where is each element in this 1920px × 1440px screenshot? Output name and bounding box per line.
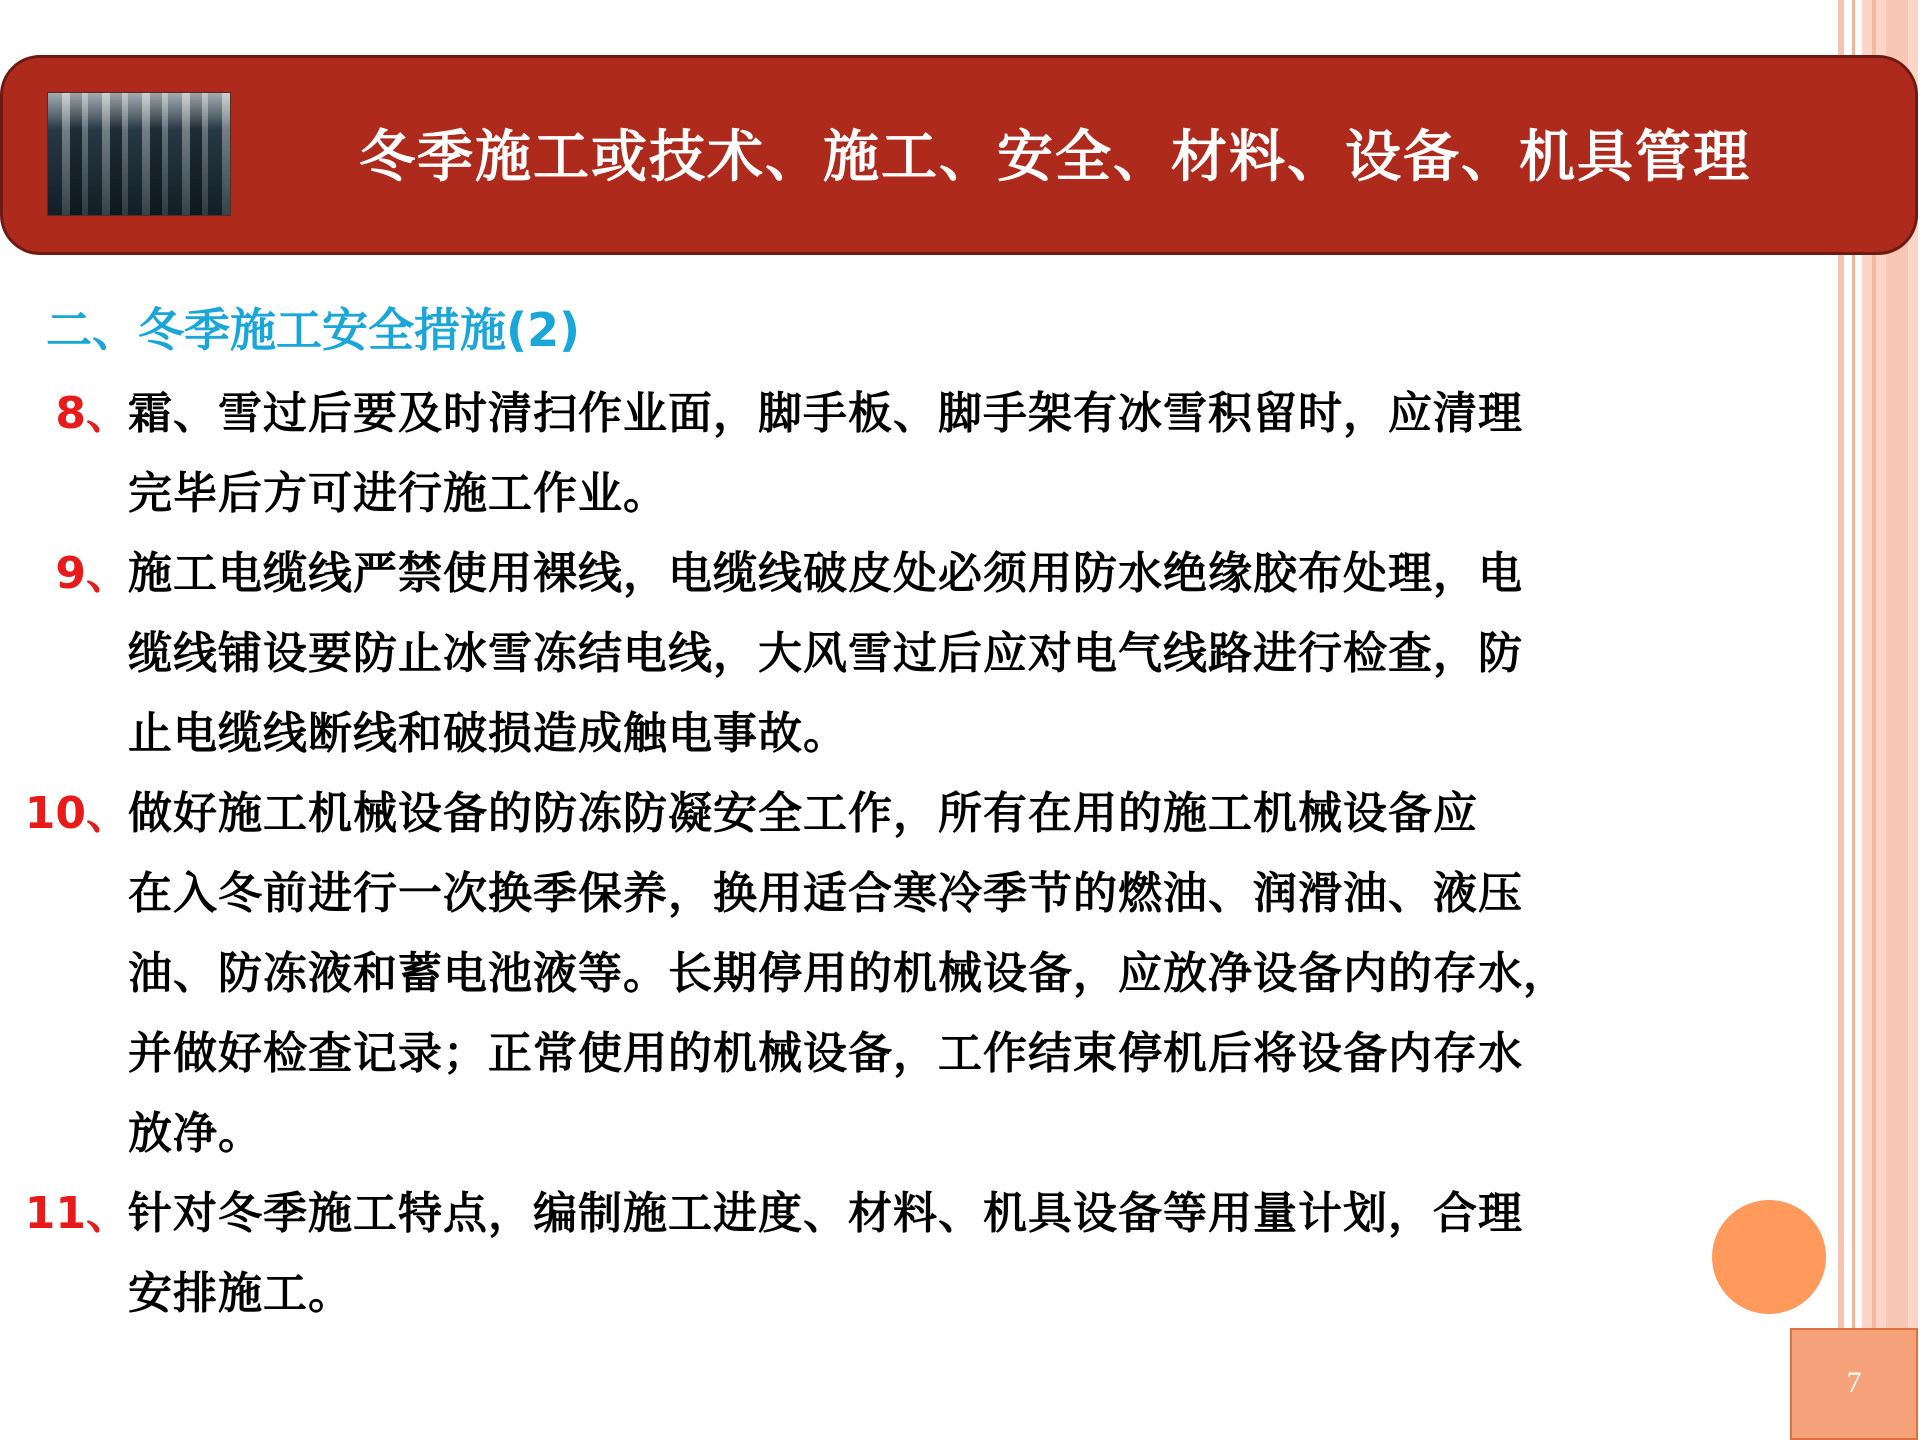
slide-title: 冬季施工或技术、施工、安全、材料、设备、机具管理 xyxy=(359,125,1751,190)
item-line: 做好施工机械设备的防冻防凝安全工作，所有在用的施工机械设备应 xyxy=(128,788,1478,839)
item-text xyxy=(128,534,1828,774)
item-line: 霜、雪过后要及时清扫作业面，脚手板、脚手架有冰雪积留时，应清理 xyxy=(128,388,1523,439)
item-line: 油、防冻液和蓄电池液等。长期停用的机械设备，应放净设备内的存水， xyxy=(128,948,1568,999)
item-line: 缆线铺设要防止冰雪冻结电线，大风雪过后应对电气线路进行检查，防 xyxy=(128,628,1523,679)
page-number: 7 xyxy=(1846,1366,1862,1399)
item-number: 9、 xyxy=(55,548,130,599)
item-number: 10、 xyxy=(24,788,130,839)
item-number: 11、 xyxy=(24,1188,130,1239)
item-text xyxy=(128,374,1828,534)
item-line: 针对冬季施工特点，编制施工进度、材料、机具设备等用量计划，合理 xyxy=(128,1188,1523,1239)
item-text xyxy=(128,774,1828,1174)
page-number-box xyxy=(1790,1328,1918,1440)
item-number: 8、 xyxy=(55,388,130,439)
item-line: 止电缆线断线和破损造成触电事故。 xyxy=(128,708,848,759)
item-line: 安排施工。 xyxy=(128,1268,353,1319)
item-line: 放净。 xyxy=(128,1108,263,1159)
decor-circle xyxy=(1712,1200,1826,1314)
item-line: 并做好检查记录；正常使用的机械设备，工作结束停机后将设备内存水 xyxy=(128,1028,1523,1079)
item-line: 在入冬前进行一次换季保养，换用适合寒冷季节的燃油、润滑油、液压 xyxy=(128,868,1523,919)
section-title: 二、冬季施工安全措施(2) xyxy=(46,303,581,357)
title-banner xyxy=(0,55,1918,255)
classroom-photo-icon xyxy=(47,92,231,216)
item-text xyxy=(128,1174,1828,1334)
item-line: 施工电缆线严禁使用裸线，电缆线破皮处必须用防水绝缘胶布处理，电 xyxy=(128,548,1523,599)
item-line: 完毕后方可进行施工作业。 xyxy=(128,468,668,519)
